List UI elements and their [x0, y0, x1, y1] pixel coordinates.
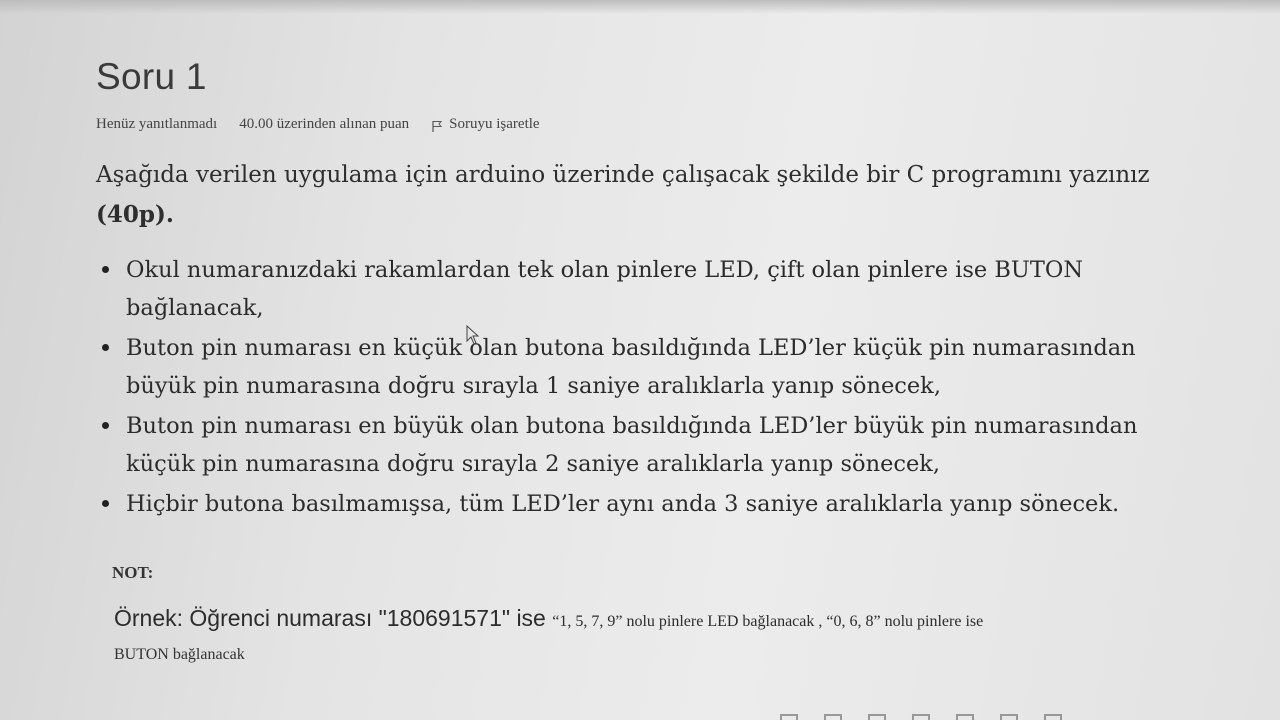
- list-item: [96, 251, 1186, 327]
- example-end: BUTON bağlanacak: [114, 646, 245, 663]
- toolbar-icon[interactable]: [824, 714, 842, 720]
- flag-icon: [431, 120, 443, 132]
- mouse-cursor-icon: [466, 325, 480, 345]
- toolbar-icon[interactable]: [780, 714, 798, 720]
- note-label: NOT:: [112, 563, 154, 582]
- example-prefix: Örnek: Öğrenci numarası "180691571" ise: [114, 605, 553, 631]
- screen-edge: [0, 0, 1280, 14]
- question-info: [96, 116, 1186, 133]
- question-text-main: Aşağıda verilen uygulama için arduino üzerinde çalışacak şekilde bir C programını yazınız: [96, 162, 1150, 188]
- question-title: Soru 1: [96, 56, 207, 97]
- question-text: [96, 155, 1186, 235]
- question-status: Henüz yanıtlanmadı: [96, 116, 218, 132]
- bullet-icon: [102, 422, 109, 429]
- requirement-text: Buton pin numarası en küçük olan butona basıldığında LED’ler küçük pin numarasından büyük pin numarasına doğru sırayla 1 saniye aralıklarla yanıp sönecek,: [126, 335, 1136, 399]
- question-mark: 40.00 üzerinden alınan puan: [239, 116, 410, 132]
- requirement-text: Okul numaranızdaki rakamlardan tek olan pinlere LED, çift olan pinlere ise BUTON bağlanacak,: [126, 257, 1084, 321]
- list-item: [96, 329, 1186, 405]
- question-container: [96, 56, 1186, 664]
- toolbar-icon[interactable]: [868, 714, 886, 720]
- flag-question-link[interactable]: [431, 116, 539, 133]
- example-line: [114, 605, 1186, 632]
- editor-toolbar-edge: [780, 714, 1062, 720]
- toolbar-icon[interactable]: [956, 714, 974, 720]
- toolbar-icon[interactable]: [1044, 714, 1062, 720]
- bullet-icon: [102, 344, 109, 351]
- toolbar-icon[interactable]: [1000, 714, 1018, 720]
- example-rest: “1, 5, 7, 9” nolu pinlere LED bağlanacak , “0, 6, 8” nolu pinlere ise: [552, 613, 984, 630]
- list-item: [96, 407, 1186, 483]
- requirement-text: Buton pin numarası en büyük olan butona basıldığında LED’ler büyük pin numarasından küçük pin numarasına doğru sırayla 2 saniye aralıklarla yanıp sönecek,: [126, 413, 1138, 477]
- flag-question-label: Soruyu işaretle: [449, 116, 540, 132]
- question-points: (40p).: [96, 201, 174, 228]
- bullet-icon: [102, 500, 109, 507]
- toolbar-icon[interactable]: [912, 714, 930, 720]
- requirement-text: Hiçbir butona basılmamışsa, tüm LED’ler aynı anda 3 saniye aralıklarla yanıp sönecek.: [126, 491, 1120, 517]
- bullet-icon: [102, 266, 109, 273]
- requirements-list: [96, 251, 1186, 523]
- list-item: [96, 485, 1186, 523]
